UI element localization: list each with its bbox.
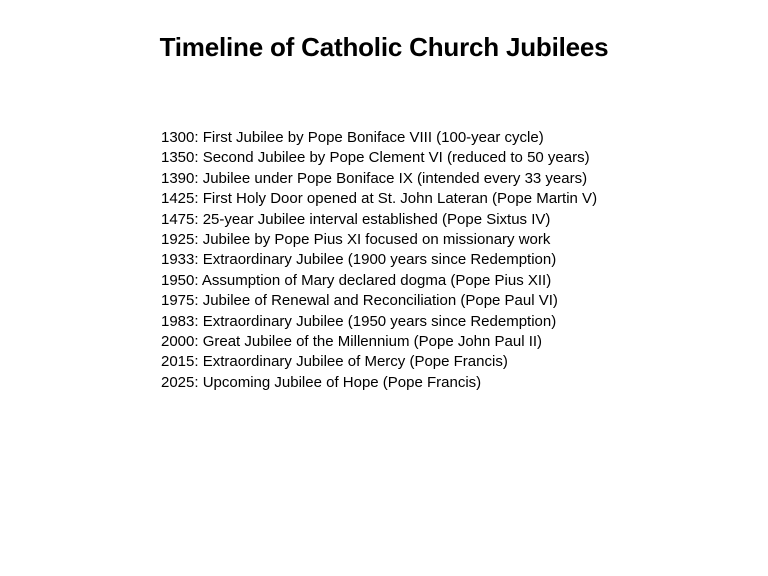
timeline-item: 1933: Extraordinary Jubilee (1900 years since Redemption) xyxy=(161,251,557,269)
timeline-item: 2025: Upcoming Jubilee of Hope (Pope Francis) xyxy=(161,373,482,391)
timeline-item: 1950: Assumption of Mary declared dogma (Pope Pius XII) xyxy=(161,271,552,289)
timeline-item: 1983: Extraordinary Jubilee (1950 years since Redemption) xyxy=(161,312,557,330)
slide-title: Timeline of Catholic Church Jubilees xyxy=(159,32,609,62)
timeline-item: 1390: Jubilee under Pope Boniface IX (intended every 33 years) xyxy=(161,169,588,187)
timeline-item: 1425: First Holy Door opened at St. John Lateran (Pope Martin V) xyxy=(161,190,598,208)
timeline-item: 1975: Jubilee of Renewal and Reconciliation (Pope Paul VI) xyxy=(161,292,558,310)
timeline-item: 2015: Extraordinary Jubilee of Mercy (Pope Francis) xyxy=(161,353,508,371)
timeline-item: 1475: 25-year Jubilee interval established (Pope Sixtus IV) xyxy=(161,210,551,228)
timeline-item: 1925: Jubilee by Pope Pius XI focused on missionary work xyxy=(161,231,551,249)
timeline-item: 1300: First Jubilee by Pope Boniface VIII (100-year cycle) xyxy=(161,129,544,146)
timeline-item: 2000: Great Jubilee of the Millennium (Pope John Paul II) xyxy=(161,333,543,351)
timeline-list xyxy=(161,128,597,393)
timeline-item: 1350: Second Jubilee by Pope Clement VI (reduced to 50 years) xyxy=(161,149,590,167)
